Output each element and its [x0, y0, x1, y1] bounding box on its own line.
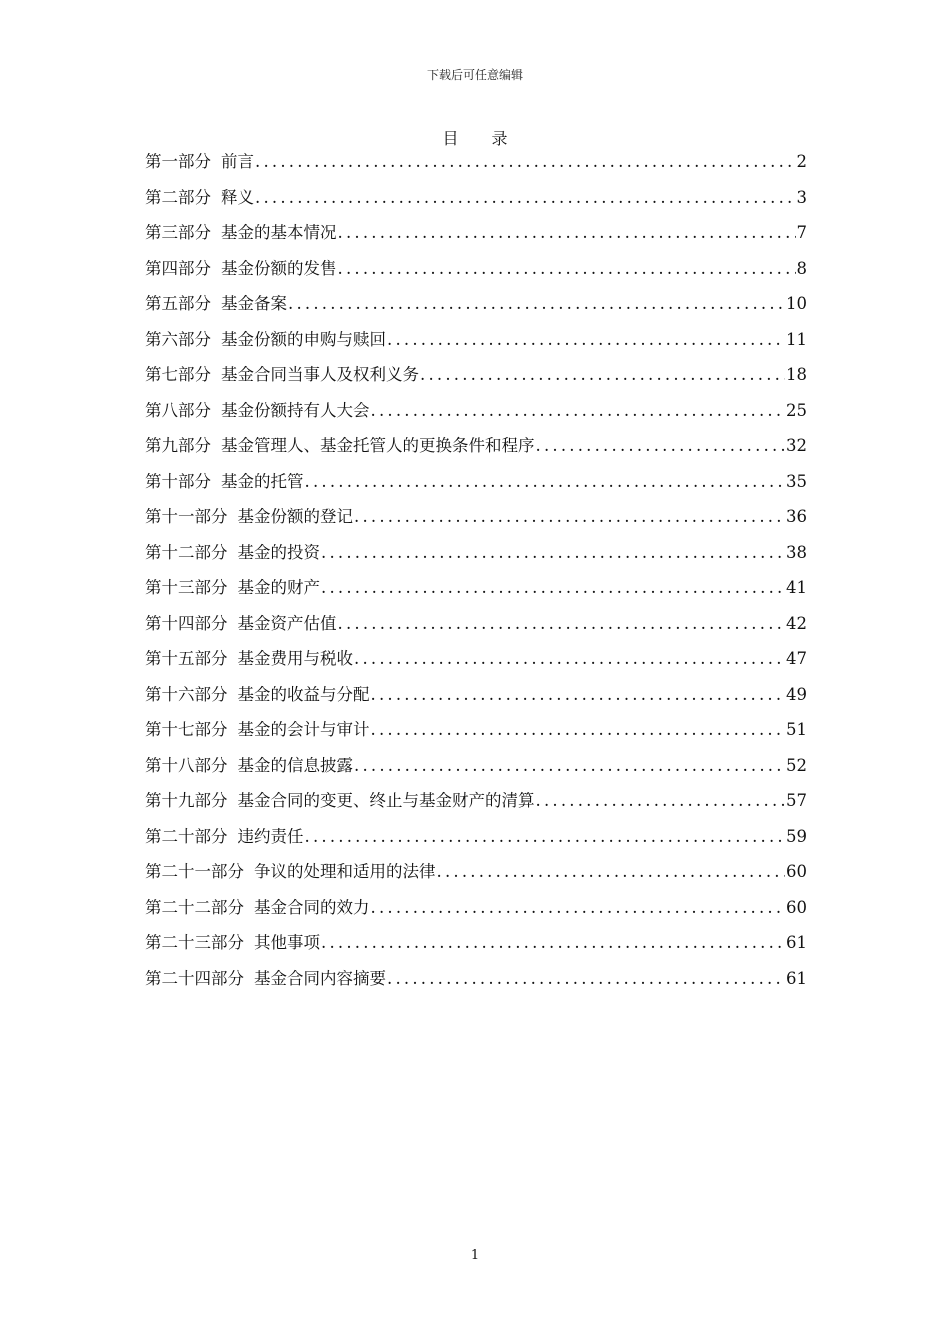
toc-entry-page: 51: [786, 720, 807, 739]
toc-entry-page: 18: [786, 365, 807, 384]
toc-entry-part: 第二部分: [145, 187, 211, 207]
toc-entry[interactable]: [145, 610, 807, 646]
toc-entry[interactable]: [145, 716, 807, 752]
toc-entry-title: 其他事项: [254, 933, 320, 952]
toc-dot-leader: [305, 823, 786, 850]
toc-dot-leader: [437, 858, 786, 885]
toc-entry-title: 争议的处理和适用的法律: [254, 862, 436, 881]
toc-entry[interactable]: [145, 858, 807, 894]
toc-entry-part: 第八部分: [145, 400, 211, 420]
toc-entry-page: 57: [786, 791, 807, 810]
toc-dot-leader: [536, 787, 786, 814]
toc-entry-part: 第十六部分: [145, 684, 228, 704]
toc-entry-title: 释义: [221, 187, 254, 207]
toc-entry-page: 32: [786, 436, 807, 455]
toc-entry-part: 第七部分: [145, 365, 211, 384]
table-of-contents: [145, 148, 807, 1000]
toc-entry-page: 25: [786, 400, 807, 420]
toc-entry-part: 第十四部分: [145, 613, 228, 633]
toc-entry-title: 基金费用与税收: [237, 649, 353, 668]
toc-entry[interactable]: [145, 148, 807, 184]
toc-entry-part: 第九部分: [145, 436, 211, 455]
toc-entry-part: 第六部分: [145, 329, 211, 349]
toc-entry-part: 第十七部分: [145, 720, 228, 739]
toc-entry[interactable]: [145, 219, 807, 255]
toc-entry-title: 基金的基本情况: [221, 223, 337, 242]
toc-entry[interactable]: [145, 539, 807, 575]
toc-entry[interactable]: [145, 468, 807, 504]
toc-entry-page: 60: [786, 897, 807, 917]
toc-entry-title: 基金份额的登记: [237, 507, 353, 526]
toc-dot-leader: [536, 432, 786, 459]
toc-dot-leader: [305, 468, 786, 495]
toc-entry-part: 第二十一部分: [145, 862, 244, 881]
toc-dot-leader: [321, 539, 785, 566]
toc-entry-title: 基金合同的效力: [254, 897, 370, 917]
toc-entry-page: 42: [786, 613, 807, 633]
toc-entry-page: 59: [786, 826, 807, 846]
toc-entry-title: 基金份额的申购与赎回: [221, 329, 386, 349]
toc-entry-page: 7: [796, 223, 807, 242]
toc-entry[interactable]: [145, 326, 807, 362]
toc-entry-page: 41: [786, 578, 807, 597]
toc-entry[interactable]: [145, 965, 807, 1001]
toc-entry[interactable]: [145, 503, 807, 539]
toc-entry-page: 47: [786, 649, 807, 668]
toc-entry-page: 3: [796, 187, 807, 207]
toc-entry-page: 49: [786, 684, 807, 704]
toc-entry-part: 第十部分: [145, 471, 211, 491]
toc-dot-leader: [338, 255, 796, 282]
toc-entry-title: 基金的信息披露: [237, 755, 353, 775]
toc-dot-leader: [371, 397, 786, 424]
toc-entry-part: 第十九部分: [145, 791, 228, 810]
toc-entry[interactable]: [145, 255, 807, 291]
toc-entry-title: 基金份额的发售: [221, 258, 337, 278]
toc-dot-leader: [288, 290, 785, 317]
toc-entry-page: 61: [786, 933, 807, 952]
toc-entry-title: 基金的投资: [237, 542, 320, 562]
toc-entry[interactable]: [145, 752, 807, 788]
toc-dot-leader: [371, 894, 786, 921]
toc-entry-page: 61: [786, 968, 807, 988]
toc-entry-page: 2: [796, 152, 807, 171]
toc-dot-leader: [338, 610, 786, 637]
toc-entry[interactable]: [145, 184, 807, 220]
toc-entry-part: 第二十部分: [145, 826, 228, 846]
toc-entry[interactable]: [145, 823, 807, 859]
toc-entry-title: 基金的托管: [221, 471, 304, 491]
toc-dot-leader: [255, 148, 796, 175]
toc-entry[interactable]: [145, 929, 807, 965]
toc-dot-leader: [420, 361, 785, 388]
toc-entry-part: 第一部分: [145, 152, 211, 171]
toc-dot-leader: [255, 184, 796, 211]
toc-entry[interactable]: [145, 361, 807, 397]
toc-entry-part: 第二十二部分: [145, 897, 244, 917]
toc-entry[interactable]: [145, 432, 807, 468]
toc-entry-part: 第十三部分: [145, 578, 228, 597]
toc-entry-part: 第二十四部分: [145, 968, 244, 988]
toc-entry-page: 38: [786, 542, 807, 562]
toc-entry-title: 基金的收益与分配: [237, 684, 370, 704]
toc-dot-leader: [321, 929, 785, 956]
toc-dot-leader: [354, 645, 785, 672]
toc-entry-part: 第三部分: [145, 223, 211, 242]
toc-entry-page: 35: [786, 471, 807, 491]
toc-dot-leader: [371, 716, 786, 743]
toc-dot-leader: [354, 752, 785, 779]
toc-entry[interactable]: [145, 645, 807, 681]
toc-entry-title: 基金资产估值: [237, 613, 337, 633]
toc-entry-part: 第五部分: [145, 294, 211, 313]
toc-entry-part: 第二十三部分: [145, 933, 244, 952]
toc-dot-leader: [354, 503, 785, 530]
page-number: 1: [470, 1248, 480, 1263]
toc-dot-leader: [338, 219, 796, 246]
toc-entry-title: 违约责任: [237, 826, 304, 846]
toc-entry-page: 11: [786, 329, 807, 349]
toc-entry-part: 第十五部分: [145, 649, 228, 668]
toc-dot-leader: [387, 326, 785, 353]
toc-entry-title: 基金合同的变更、终止与基金财产的清算: [237, 791, 535, 810]
toc-entry[interactable]: [145, 290, 807, 326]
header-note: 下载后可任意编辑: [426, 68, 523, 82]
toc-entry-page: 52: [786, 755, 807, 775]
toc-entry[interactable]: [145, 574, 807, 610]
toc-title: 目 录: [442, 129, 522, 148]
toc-entry[interactable]: [145, 787, 807, 823]
toc-entry-part: 第四部分: [145, 258, 211, 278]
toc-dot-leader: [371, 681, 786, 708]
toc-entry-page: 36: [786, 507, 807, 526]
toc-entry-title: 基金管理人、基金托管人的更换条件和程序: [221, 436, 535, 455]
toc-entry-page: 10: [786, 294, 807, 313]
toc-entry-part: 第十二部分: [145, 542, 228, 562]
toc-entry-title: 基金合同内容摘要: [254, 968, 386, 988]
toc-dot-leader: [321, 574, 785, 601]
toc-entry[interactable]: [145, 397, 807, 433]
toc-entry-part: 第十一部分: [145, 507, 228, 526]
toc-entry-part: 第十八部分: [145, 755, 228, 775]
toc-entry[interactable]: [145, 894, 807, 930]
toc-entry-title: 基金的会计与审计: [237, 720, 370, 739]
toc-entry[interactable]: [145, 681, 807, 717]
toc-entry-title: 基金份额持有人大会: [221, 400, 370, 420]
toc-entry-title: 基金合同当事人及权利义务: [221, 365, 419, 384]
toc-entry-title: 前言: [221, 152, 254, 171]
toc-entry-title: 基金备案: [221, 294, 287, 313]
toc-entry-title: 基金的财产: [237, 578, 320, 597]
toc-entry-page: 60: [786, 862, 807, 881]
toc-dot-leader: [387, 965, 785, 992]
toc-entry-page: 8: [796, 258, 807, 278]
